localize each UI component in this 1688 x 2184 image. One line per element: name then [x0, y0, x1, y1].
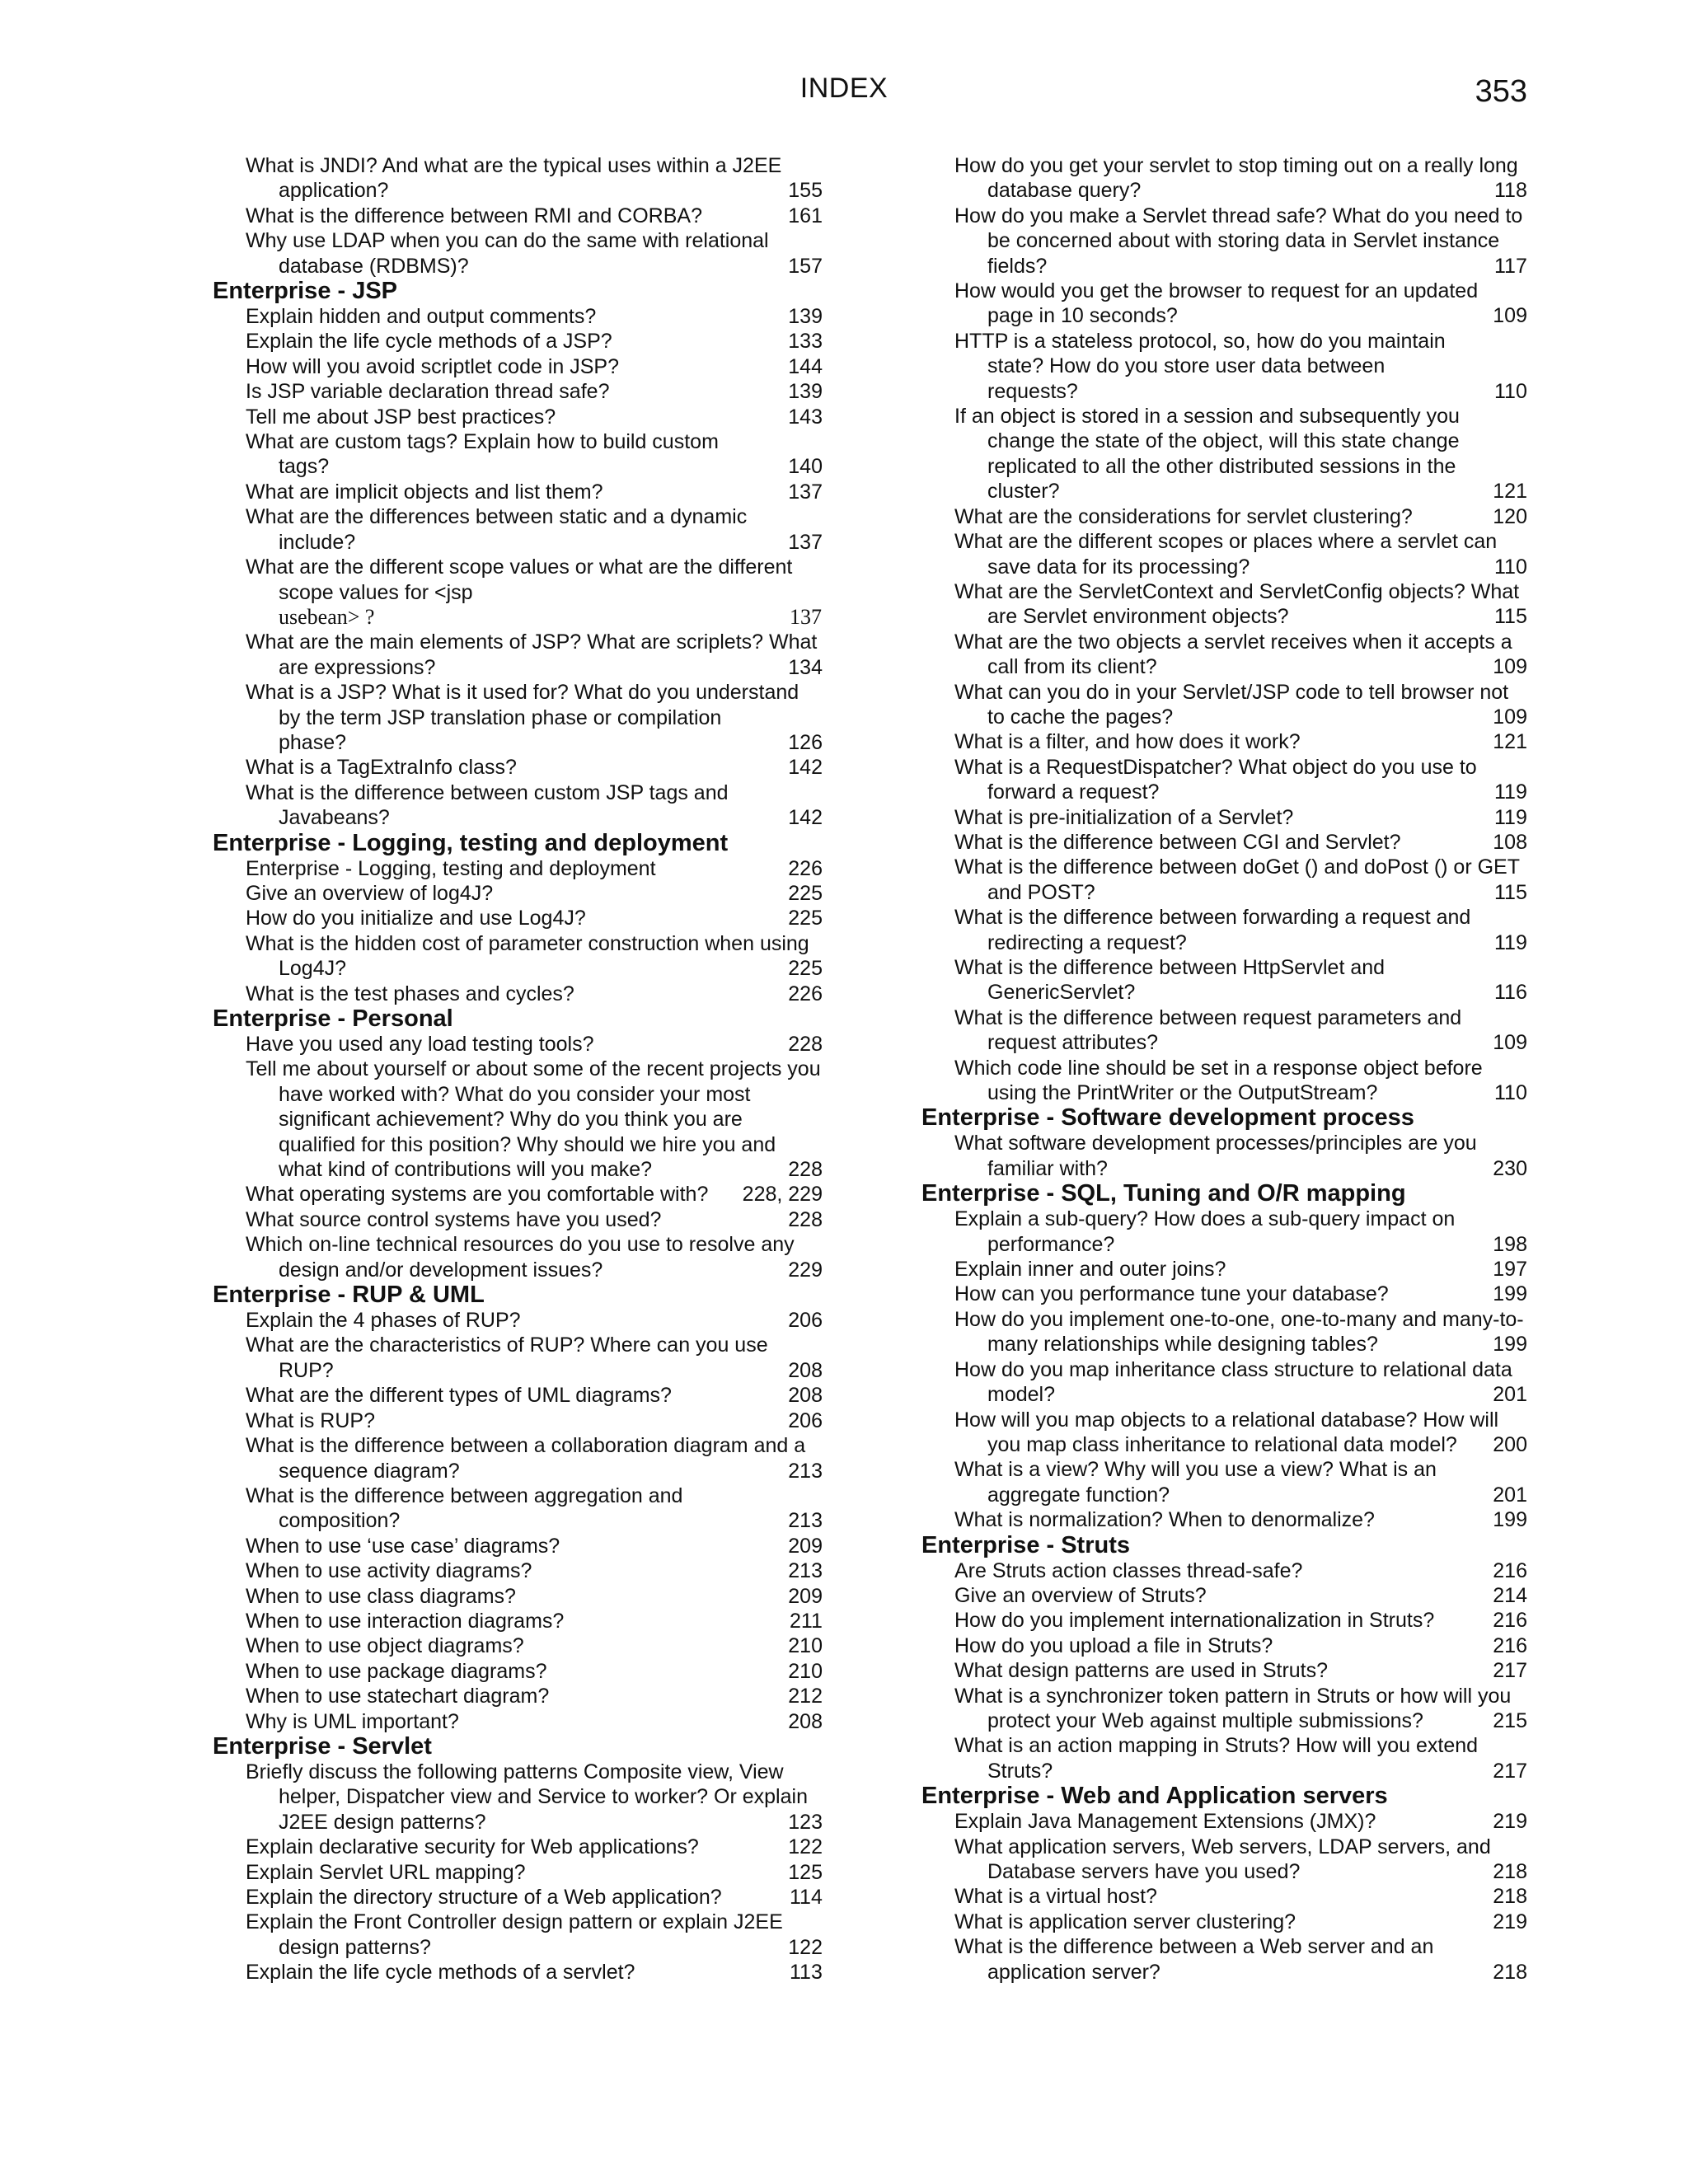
entry-page-number: 228, 229 [742, 1183, 823, 1207]
index-entry [246, 1308, 823, 1333]
entry-text: What is the test phases and cycles? [246, 982, 574, 1005]
entry-page-number: 122 [788, 1935, 823, 1959]
index-entry [954, 1934, 1527, 1985]
entry-text-continuation: usebean> ? [279, 604, 375, 629]
index-entry [246, 680, 823, 755]
entry-text: Briefly discuss the following patterns Composite view, View helper, Dispatcher view and Service to worker? Or explain J2EE design patterns? [246, 1760, 808, 1834]
entry-text: When to use package diagrams? [246, 1659, 547, 1683]
entry-page-number: 198 [1493, 1232, 1527, 1256]
entry-page-number: 133 [788, 330, 823, 354]
entry-page-number: 228 [788, 1207, 823, 1231]
entry-text: When to use ‘use case’ diagrams? [246, 1534, 560, 1558]
entry-page-number: 157 [788, 254, 823, 278]
index-entry [246, 1182, 823, 1207]
index-entry: What is the difference between forwarding a request and redirecting a request? 119 [954, 906, 1527, 954]
entry-page-number: 218 [1493, 1885, 1527, 1909]
index-entry [246, 1760, 823, 1835]
index-entry [246, 1584, 823, 1609]
index-entry: When to use interaction diagrams? 211 [246, 1609, 823, 1633]
entry-page-number: 109 [1493, 1031, 1527, 1055]
index-entry [246, 480, 823, 504]
entry-text: How will you avoid scriptlet code in JSP? [246, 354, 619, 378]
index-entry [246, 755, 823, 780]
entry-text: What are the considerations for servlet clustering? [954, 504, 1413, 528]
index-entry [246, 379, 823, 404]
index-entry [954, 1633, 1527, 1658]
entry-text: What is the difference between a collaboration diagram and a sequence diagram? [246, 1434, 806, 1483]
entry-text: What is a synchronizer token pattern in Struts or how will you protect your Web against multiple submissions? [954, 1684, 1512, 1732]
index-entry [246, 1408, 823, 1433]
entry-page-number: 139 [788, 305, 823, 329]
entry-page-number: 213 [788, 1509, 823, 1533]
entry-page-number: 120 [1493, 504, 1527, 528]
index-column-left [213, 153, 823, 1985]
entry-text: Explain the directory structure of a Web application? [246, 1886, 722, 1909]
entry-text: When to use object diagrams? [246, 1634, 524, 1658]
entry-text: Enterprise - Logging, testing and deployment [246, 856, 656, 880]
entry-page-number: 229 [788, 1258, 823, 1282]
entry-page-number: 199 [1493, 1282, 1527, 1306]
index-entry: Explain the life cycle methods of a servlet? 113 [246, 1961, 823, 1985]
entry-text: What are the different scope values or what are the different scope values for <jsp [246, 555, 793, 604]
index-entry [954, 1558, 1527, 1583]
entry-page-number: 201 [1493, 1483, 1527, 1507]
entry-page-number: 219 [1493, 1910, 1527, 1933]
entry-text: What is the difference between doGet () and doPost () or GET and POST? [954, 855, 1520, 904]
entry-text: How do you initialize and use Log4J? [246, 907, 586, 930]
entry-text: Have you used any load testing tools? [246, 1033, 594, 1056]
entry-text: What is a RequestDispatcher? What object do you use to forward a request? [954, 755, 1477, 804]
entry-text: HTTP is a stateless protocol, so, how do you maintain state? How do you store user data between requests? [954, 329, 1446, 403]
section-heading: Enterprise - Software development process [921, 1104, 1414, 1132]
index-entry [246, 1057, 823, 1182]
index-entry: How do you make a Servlet thread safe? What do you need to be concerned about with storing data in Servlet instance fields? 117 [954, 204, 1527, 278]
entry-text: What application servers, Web servers, LDAP servers, and Database servers have you used? [954, 1835, 1491, 1883]
entry-page-number: 142 [788, 806, 823, 830]
entry-text: What can you do in your Servlet/JSP code to tell browser not to cache the pages? [954, 680, 1509, 729]
entry-page-number: 210 [788, 1659, 823, 1683]
index-entry [246, 1659, 823, 1684]
entry-page-number: 219 [1493, 1810, 1527, 1834]
entry-page-number: 126 [788, 730, 823, 754]
index-entry [954, 1658, 1527, 1683]
index-entry [246, 1333, 823, 1383]
entry-page-number: 217 [1493, 1659, 1527, 1683]
entry-page-number: 134 [788, 655, 823, 679]
index-entry [954, 830, 1527, 855]
entry-page-number: 137 [788, 480, 823, 504]
entry-text: What is a filter, and how does it work? [954, 730, 1301, 754]
index-entry [246, 881, 823, 906]
index-entry [954, 279, 1527, 329]
entry-text: What are the different types of UML diagrams? [246, 1384, 672, 1408]
index-entry [246, 429, 823, 480]
entry-text: What is an action mapping in Struts? How will you extend Struts? [954, 1734, 1479, 1783]
entry-page-number: 228 [788, 1158, 823, 1182]
index-entry [954, 1684, 1527, 1734]
entry-text: What is normalization? When to denormalize? [954, 1508, 1375, 1532]
entry-text: What are implicit objects and list them? [246, 480, 603, 504]
entry-text: What is application server clustering? [954, 1910, 1296, 1933]
entry-page-number: 215 [1493, 1708, 1527, 1732]
entry-text: How do you upload a file in Struts? [954, 1633, 1273, 1657]
entry-text: How do you make a Servlet thread safe? What do you need to be concerned about with storing data in Servlet instance fields? [954, 204, 1523, 278]
entry-text: Tell me about yourself or about some of the recent projects you have worked with? What do you consider your most significant achievement? Why do you think you are qualified for this position? Why should we hire you and what kind of contributions will you make? [246, 1057, 821, 1182]
index-entry [246, 906, 823, 930]
section-heading: Enterprise - Struts [921, 1531, 1130, 1558]
entry-text: How do you implement internationalization in Struts? [954, 1609, 1435, 1633]
index-entry [246, 204, 823, 228]
entry-page-number: 140 [788, 455, 823, 479]
entry-page-number: 109 [1493, 304, 1527, 328]
entry-page-number: 208 [788, 1384, 823, 1408]
section-heading: Enterprise - Logging, testing and deployment [213, 829, 729, 856]
index-entry [954, 1307, 1527, 1357]
index-entry [954, 404, 1527, 504]
entry-text: What is a TagExtraInfo class? [246, 756, 517, 780]
entry-page-number: 201 [1493, 1383, 1527, 1407]
entry-page-number: 218 [1493, 1960, 1527, 1984]
index-entry: What is the difference between HttpServlet and GenericServlet? 116 [954, 956, 1527, 1005]
index-entry: How do you get your servlet to stop timing out on a really long database query? 118 [954, 154, 1527, 203]
index-entry [246, 1835, 823, 1859]
entry-text: What are the different scopes or places where a servlet can save data for its processing? [954, 530, 1498, 579]
index-entry [246, 1860, 823, 1885]
entry-page-number: 123 [788, 1810, 823, 1834]
index-entry: What is pre-initialization of a Servlet? 119 [954, 805, 1527, 829]
entry-page-number: 108 [1493, 830, 1527, 854]
index-entry: HTTP is a stateless protocol, so, how do you maintain state? How do you store user data between requests? 110 [954, 329, 1527, 403]
entry-page-number: 125 [788, 1860, 823, 1884]
index-entry [954, 504, 1527, 529]
entry-page-number: 142 [788, 756, 823, 780]
entry-text: What is the hidden cost of parameter construction when using Log4J? [246, 931, 809, 981]
entry-page-number: 225 [788, 881, 823, 905]
section-heading: Enterprise - Web and Application servers [921, 1783, 1388, 1810]
entry-page-number: 199 [1493, 1508, 1527, 1532]
entry-text: What are the main elements of JSP? What are scriplets? What are expressions? [246, 630, 818, 679]
entry-page-number: 213 [788, 1559, 823, 1583]
entry-text: What is the difference between forwarding a request and redirecting a request? [954, 906, 1471, 954]
index-entry [246, 931, 823, 982]
index-entry [246, 153, 823, 204]
entry-text: Explain the Front Controller design pattern or explain J2EE design patterns? [246, 1910, 783, 1959]
entry-text: When to use activity diagrams? [246, 1559, 532, 1583]
entry-page-number: 209 [788, 1534, 823, 1558]
entry-page-number: 216 [1493, 1633, 1527, 1657]
entry-page-number: 206 [788, 1408, 823, 1432]
entry-text: What source control systems have you used? [246, 1207, 662, 1231]
entry-page-number: 210 [788, 1634, 823, 1658]
section-heading: Enterprise - JSP [213, 278, 398, 305]
entry-page-number: 161 [788, 204, 823, 227]
entry-text: When to use statechart diagram? [246, 1685, 550, 1708]
entry-text: What is the difference between CGI and Servlet? [954, 830, 1401, 854]
index-entry [954, 1835, 1527, 1885]
index-entry [954, 1457, 1527, 1507]
entry-page-number: 137 [788, 530, 823, 554]
entry-text: What is the difference between aggregation and composition? [246, 1483, 683, 1533]
entry-page-number: 225 [788, 957, 823, 981]
index-entry [954, 1131, 1527, 1181]
entry-text: Are Struts action classes thread-safe? [954, 1558, 1303, 1582]
entry-text: What are the ServletContext and ServletConfig objects? What are Servlet environment objects? [954, 579, 1520, 629]
entry-text: What design patterns are used in Struts? [954, 1659, 1329, 1683]
entry-text: What are the differences between static and a dynamic include? [246, 505, 748, 554]
entry-page-number: 212 [788, 1685, 823, 1708]
entry-text: Which on-line technical resources do you use to resolve any design and/or development issues? [246, 1233, 795, 1282]
entry-page-number: 208 [788, 1358, 823, 1382]
entry-text: Why is UML important? [246, 1709, 459, 1733]
entry-text: Explain declarative security for Web applications? [246, 1835, 699, 1859]
entry-text: What are custom tags? Explain how to build custom tags? [246, 430, 719, 479]
index-entry: Which code line should be set in a response object before using the PrintWriter or the OutputStream? 110 [954, 1056, 1527, 1105]
index-entry [246, 1558, 823, 1583]
index-entry [954, 630, 1527, 680]
entry-page-number: 121 [1493, 480, 1527, 504]
entry-page-number: 209 [788, 1584, 823, 1608]
entry-page-number: 208 [788, 1709, 823, 1733]
entry-text: Explain hidden and output comments? [246, 305, 597, 329]
entry-text: Which code line should be set in a response object before using the PrintWriter or the OutputStream? [954, 1056, 1483, 1105]
entry-page-number: 216 [1493, 1609, 1527, 1633]
entry-page-number: 226 [788, 982, 823, 1005]
entry-page-number: 217 [1493, 1759, 1527, 1783]
page-number: 353 [1475, 74, 1527, 109]
index-entry [246, 405, 823, 429]
index-entry: What are the different scope values or what are the different scope values for <jsp usebean> ? 137 [246, 555, 822, 629]
entry-text: Explain a sub-query? How does a sub-query impact on performance? [954, 1207, 1456, 1256]
section-heading: Enterprise - Personal [213, 1005, 453, 1032]
entry-text: How can you performance tune your database? [954, 1282, 1389, 1306]
entry-text: How would you get the browser to request for an updated page in 10 seconds? [954, 279, 1479, 328]
entry-page-number: 109 [1493, 655, 1527, 679]
index-entry [246, 329, 823, 354]
running-header: INDEX [799, 73, 889, 104]
index-entry [246, 1232, 823, 1282]
entry-text: Give an overview of Struts? [954, 1583, 1207, 1607]
entry-text: What is a virtual host? [954, 1885, 1157, 1909]
index-entry [954, 1282, 1527, 1306]
entry-text: What is the difference between a Web server and an application server? [954, 1935, 1434, 1984]
index-entry [246, 1684, 823, 1708]
entry-text: What software development processes/principles are you familiar with? [954, 1132, 1477, 1180]
index-entry [246, 1032, 823, 1057]
index-column-right [921, 153, 1527, 1985]
index-entry [954, 1608, 1527, 1633]
index-entry [954, 1583, 1527, 1608]
entry-text: Tell me about JSP best practices? [246, 405, 556, 429]
index-entry [246, 354, 823, 379]
entry-page-number: 206 [788, 1309, 823, 1333]
entry-page-number: 226 [788, 856, 823, 880]
index-entry: What are the ServletContext and ServletConfig objects? What are Servlet environment objects? 115 [954, 579, 1527, 629]
entry-page-number: 109 [1493, 705, 1527, 729]
entry-page-number: 121 [1493, 730, 1527, 754]
index-entry [246, 1483, 823, 1534]
index-entry [954, 1005, 1527, 1056]
entry-text: How do you get your servlet to stop timing out on a really long database query? [954, 154, 1518, 203]
index-entry [246, 1709, 823, 1734]
entry-text: How do you map inheritance class structure to relational data model? [954, 1357, 1512, 1407]
entry-text: Explain the 4 phases of RUP? [246, 1309, 521, 1333]
entry-text: If an object is stored in a session and subsequently you change the state of the object, will this state change replicated to all the other distributed sessions in the cluster? [954, 405, 1460, 504]
entry-text: What is the difference between request parameters and request attributes? [954, 1005, 1462, 1055]
index-entry [246, 1383, 823, 1408]
entry-text: Explain Java Management Extensions (JMX)? [954, 1810, 1376, 1834]
index-entry [954, 1884, 1527, 1909]
entry-text: What is a view? Why will you use a view? What is an aggregate function? [954, 1458, 1437, 1507]
section-heading: Enterprise - Servlet [213, 1732, 432, 1760]
index-entry [954, 1207, 1527, 1257]
entry-page-number: 230 [1493, 1156, 1527, 1180]
index-entry [246, 780, 823, 831]
entry-page-number: 213 [788, 1459, 823, 1483]
entry-text: What is pre-initialization of a Servlet? [954, 805, 1294, 829]
entry-page-number: 214 [1493, 1583, 1527, 1607]
entry-text: How will you map objects to a relational database? How will you map class inheritance to relational data model? [954, 1408, 1499, 1456]
index-entry [246, 228, 823, 279]
entry-page-number: 218 [1493, 1860, 1527, 1883]
index-entry [246, 856, 823, 881]
index-entry: What are the different scopes or places where a servlet can save data for its processing? 110 [954, 530, 1527, 579]
entry-text: When to use interaction diagrams? [246, 1609, 565, 1633]
index-entry: What is the difference between doGet () and doPost () or GET and POST? 115 [954, 855, 1527, 904]
index-entry [246, 1433, 823, 1483]
entry-text: When to use class diagrams? [246, 1584, 516, 1608]
entry-text: How do you implement one-to-one, one-to-many and many-to-many relationships while designing tables? [954, 1307, 1524, 1357]
entry-page-number: 228 [788, 1033, 823, 1056]
section-heading: Enterprise - RUP & UML [213, 1282, 485, 1309]
entry-page-number: 143 [788, 405, 823, 429]
index-entry [246, 1207, 823, 1232]
entry-text: Explain the life cycle methods of a JSP? [246, 330, 612, 354]
entry-text: What is the difference between custom JSP tags and Javabeans? [246, 780, 729, 830]
index-entry [954, 1910, 1527, 1934]
index-entry [246, 304, 823, 329]
entry-text: What is the difference between HttpServlet and GenericServlet? [954, 956, 1386, 1005]
index-entry [954, 1809, 1527, 1834]
entry-page-number: 144 [788, 354, 823, 378]
entry-page-number: 216 [1493, 1558, 1527, 1582]
index-entry [954, 1257, 1527, 1282]
index-entry: What is a RequestDispatcher? What object do you use to forward a request? 119 [954, 755, 1527, 804]
index-entry: Explain the directory structure of a Web application? 114 [246, 1886, 823, 1909]
entry-page-number: 225 [788, 907, 823, 930]
index-entry [954, 729, 1527, 754]
entry-page-number: 197 [1493, 1258, 1527, 1282]
entry-text: What is RUP? [246, 1408, 375, 1432]
index-entry [246, 1633, 823, 1658]
index-entry [246, 504, 823, 555]
entry-text: What operating systems are you comfortable with? [246, 1183, 709, 1207]
section-heading: Enterprise - SQL, Tuning and O/R mapping [921, 1180, 1406, 1207]
entry-text: What is the difference between RMI and CORBA? [246, 204, 702, 227]
entry-page-number: 155 [788, 179, 823, 203]
entry-page-number: 199 [1493, 1333, 1527, 1357]
entry-page-number: 122 [788, 1835, 823, 1859]
entry-text: Explain Servlet URL mapping? [246, 1860, 526, 1884]
entry-text: Why use LDAP when you can do the same with relational database (RDBMS)? [246, 229, 769, 278]
entry-page-number: 139 [788, 380, 823, 404]
index-entry [246, 1534, 823, 1558]
index-entry [954, 1507, 1527, 1532]
index-entry [246, 1910, 823, 1960]
index-entry [954, 1733, 1527, 1783]
entry-text: Explain the life cycle methods of a servlet? [246, 1961, 635, 1985]
entry-text: What is a JSP? What is it used for? What do you understand by the term JSP translation phase or compilation phase? [246, 681, 799, 754]
index-entry [954, 680, 1527, 730]
entry-text: Give an overview of log4J? [246, 881, 494, 905]
index-entry [246, 630, 823, 680]
entry-page-number: 200 [1493, 1432, 1527, 1456]
entry-text: Explain inner and outer joins? [954, 1258, 1226, 1282]
entry-text: What are the characteristics of RUP? Where can you use RUP? [246, 1333, 768, 1382]
entry-text: What is JNDI? And what are the typical uses within a J2EE application? [246, 154, 782, 203]
index-entry [246, 982, 823, 1006]
index-entry [954, 1357, 1527, 1408]
entry-text: Is JSP variable declaration thread safe? [246, 380, 610, 404]
index-entry [954, 1408, 1527, 1458]
entry-text: What are the two objects a servlet receives when it accepts a call from its client? [954, 630, 1512, 679]
